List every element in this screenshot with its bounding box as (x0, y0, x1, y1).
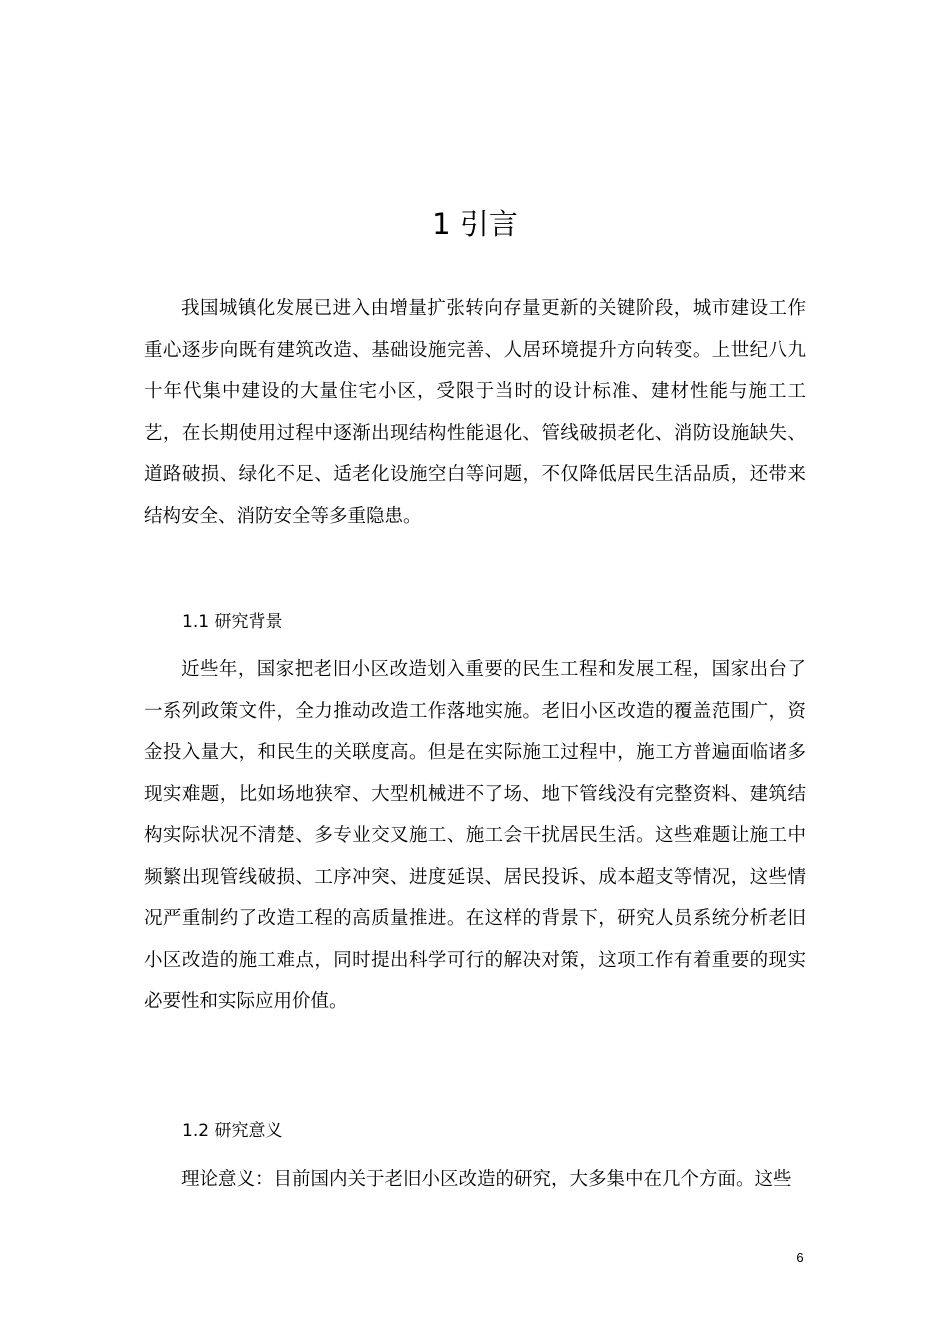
background-paragraph: 近些年，国家把老旧小区改造划入重要的民生工程和发展工程，国家出台了一系列政策文件，全力推动改造工作落地实施。老旧小区改造的覆盖范围广，资金投入量大，和民生的关联度高。但是在实际施工过程中，施工方普遍面临诸多现实难题，比如场地狭窄、大型机械进不了场、地下管线没有完整资料、建筑结构实际状况不清楚、多专业交叉施工、施工会干扰居民生活。这些难题让施工中频繁出现管线破损、工序冲突、进度延误、居民投诉、成本超支等情况，这些情况严重制约了改造工程的高质量推进。在这样的背景下，研究人员系统分析老旧小区改造的施工难点，同时提出科学可行的解决对策，这项工作有着重要的现实必要性和实际应用价值。 (144, 659, 806, 1012)
intro-paragraph: 我国城镇化发展已进入由增量扩张转向存量更新的关键阶段，城市建设工作重心逐步向既有建筑改造、基础设施完善、人居环境提升方向转变。上世纪八九十年代集中建设的大量住宅小区，受限于当时的设计标准、建材性能与施工工艺，在长期使用过程中逐渐出现结构性能退化、管线破损老化、消防设施缺失、道路破损、绿化不足、适老化设施空白等问题，不仅降低居民生活品质，还带来结构安全、消防安全等多重隐患。 (144, 298, 806, 527)
chapter-title: 1 引言 (432, 207, 518, 241)
page-number: 6 (796, 1250, 804, 1265)
significance-paragraph: 理论意义：目前国内关于老旧小区改造的研究，大多集中在几个方面。这些 (181, 1169, 792, 1190)
section-heading-background: 1.1 研究背景 (182, 612, 283, 632)
section-heading-significance: 1.2 研究意义 (182, 1121, 283, 1141)
